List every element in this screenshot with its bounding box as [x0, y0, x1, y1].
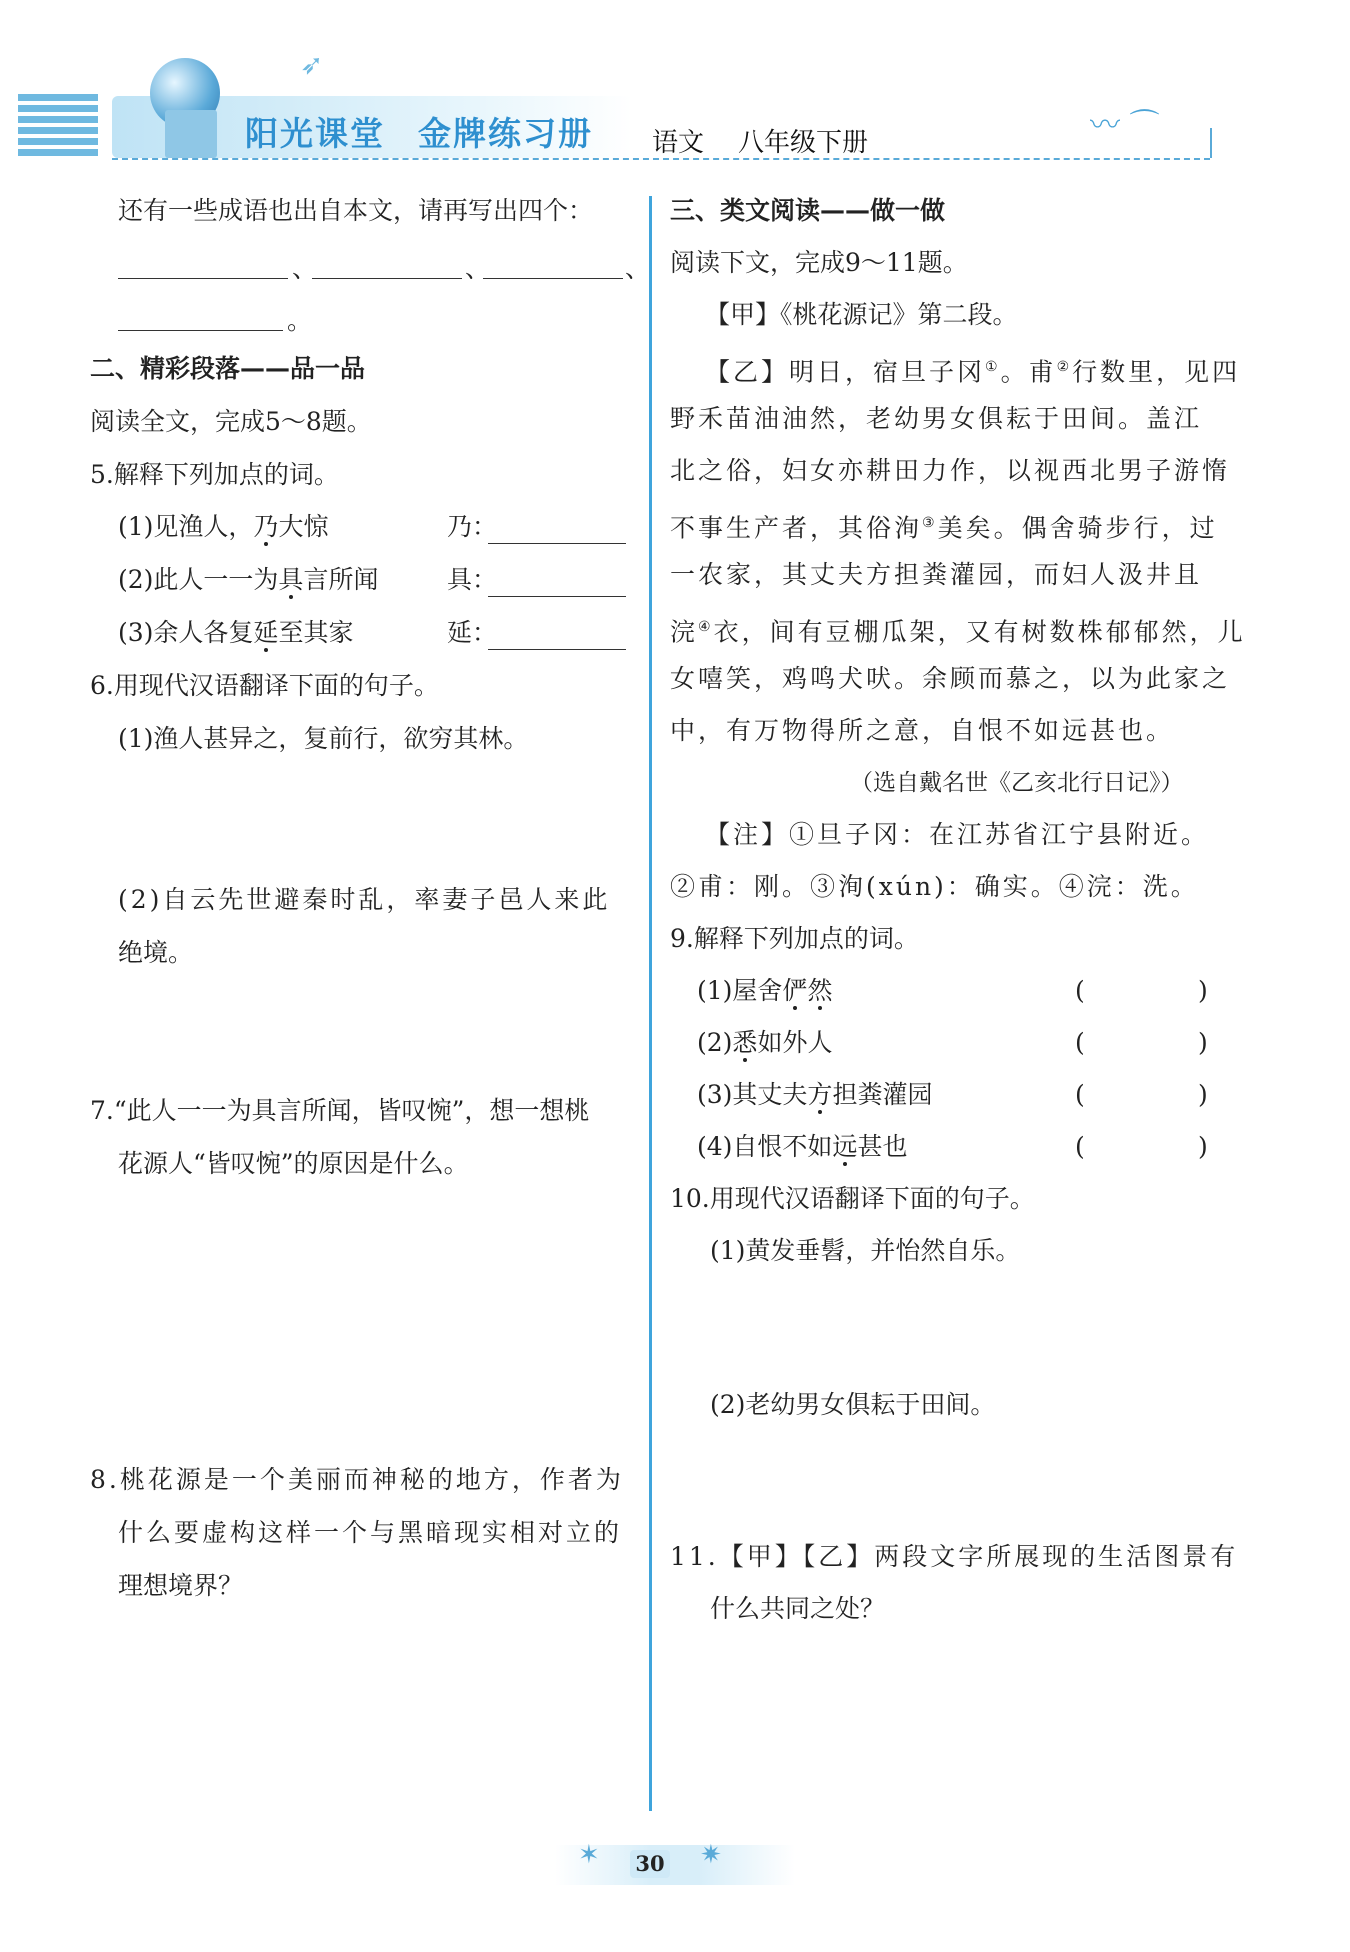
passage-yi-line3: 北之俗，妇女亦耕田力作，以视西北男子游惰: [670, 456, 1231, 485]
column-divider: [649, 196, 652, 1811]
q9-paren-close-1: ): [1198, 976, 1208, 1005]
passage-yi-line1: 【乙】明日，宿旦子冈①。甫②行数里，见四: [705, 357, 1241, 387]
separator: 、: [625, 254, 651, 283]
header-stripes: [18, 94, 98, 166]
palm-tree-icon: ✷: [700, 1840, 722, 1870]
q5-item-3-label: 延：: [447, 618, 498, 647]
q9-paren-close-4: ): [1198, 1132, 1208, 1161]
q9-item-3: (3)其丈夫方担粪灌园: [697, 1080, 933, 1109]
q9-paren-open-1: (: [1075, 976, 1085, 1005]
note-line1: 【注】①旦子冈：在江苏省江宁县附近。: [705, 820, 1210, 849]
question-7-line1: 7.“此人一一为具言所闻，皆叹惋”，想一想桃: [90, 1096, 590, 1125]
q9-paren-open-4: (: [1075, 1132, 1085, 1161]
pedestal-icon: [165, 110, 217, 158]
q5-item-1-label: 乃：: [447, 512, 498, 541]
q9-item-1: (1)屋舍俨然: [697, 976, 833, 1005]
idiom-prompt: 还有一些成语也出自本文，请再写出四个：: [118, 196, 594, 225]
question-8-line2: 什么要虚构这样一个与黑暗现实相对立的: [118, 1518, 623, 1547]
passage-yi-line7: 女嘻笑，鸡鸣犬吠。余顾而慕之，以为此家之: [670, 664, 1231, 693]
separator: 、: [292, 254, 318, 283]
section-3-intro: 阅读下文，完成9～11题。: [670, 248, 968, 277]
q9-paren-open-3: (: [1075, 1080, 1085, 1109]
separator: 、: [465, 254, 491, 283]
q9-paren-open-2: (: [1075, 1028, 1085, 1057]
idiom-blank-2[interactable]: [312, 278, 462, 279]
page-number: 30: [630, 1850, 670, 1878]
section-3-title: 三、类文阅读——做一做: [670, 196, 946, 225]
header-rule: [112, 158, 1210, 160]
q10-item-1: (1)黄发垂髫，并怡然自乐。: [710, 1236, 1021, 1265]
question-9: 9.解释下列加点的词。: [670, 924, 919, 953]
passage-source: （选自戴名世《乙亥北行日记》）: [850, 770, 1184, 796]
q5-item-1: (1)见渔人，乃大惊: [118, 512, 329, 541]
subject-label: 语文: [652, 128, 705, 158]
header-rule-end: [1200, 128, 1212, 158]
passage-yi-line2: 野禾苗油油然，老幼男女俱耘于田间。盖江: [670, 404, 1203, 433]
q9-paren-close-3: ): [1198, 1080, 1208, 1109]
question-10: 10.用现代汉语翻译下面的句子。: [670, 1184, 1035, 1213]
question-11-line1: 11.【甲】【乙】两段文字所展现的生活图景有: [670, 1542, 1239, 1571]
passage-jia: 【甲】《桃花源记》第二段。: [705, 300, 1018, 329]
section-2-intro: 阅读全文，完成5～8题。: [90, 407, 372, 436]
question-8-line1: 8.桃花源是一个美丽而神秘的地方，作者为: [90, 1465, 624, 1494]
period: 。: [287, 306, 313, 335]
note-line2: ②甫：刚。③洵(xún)：确实。④浣：洗。: [670, 872, 1199, 901]
q9-item-2: (2)悉如外人: [697, 1028, 833, 1057]
birds-icon: 〰 ⌒: [1090, 108, 1160, 143]
question-5: 5.解释下列加点的词。: [90, 460, 339, 489]
q9-item-4: (4)自恨不如远甚也: [697, 1132, 908, 1161]
grade-label: 八年级下册: [738, 128, 869, 158]
page-header: [0, 0, 1350, 180]
q5-item-2: (2)此人一一为具言所闻: [118, 565, 379, 594]
idiom-blank-1[interactable]: [118, 278, 288, 279]
q10-item-2: (2)老幼男女俱耘于田间。: [710, 1390, 996, 1419]
passage-yi-line4: 不事生产者，其俗洵③美矣。偶舍骑步行，过: [670, 513, 1218, 543]
q5-answer-1[interactable]: [488, 543, 626, 544]
q9-paren-close-2: ): [1198, 1028, 1208, 1057]
starfish-icon: ✶: [578, 1840, 600, 1870]
idiom-blank-3[interactable]: [483, 278, 623, 279]
question-8-line3: 理想境界？: [118, 1571, 244, 1600]
idiom-blank-4[interactable]: [118, 330, 283, 331]
q5-item-2-label: 具：: [447, 565, 498, 594]
q6-item-2-line1: (2)自云先世避秦时乱，率妻子邑人来此: [118, 885, 611, 914]
section-2-title: 二、精彩段落——品一品: [90, 354, 366, 383]
passage-yi-line6: 浣④衣，间有豆棚瓜架，又有树数株郁郁然，儿: [670, 617, 1246, 647]
passage-yi-line5: 一农家，其丈夫方担粪灌园，而妇人汲井且: [670, 560, 1203, 589]
q6-item-2-line2: 绝境。: [118, 938, 194, 967]
q5-answer-2[interactable]: [488, 596, 626, 597]
q6-item-1: (1)渔人甚异之，复前行，欲穷其林。: [118, 724, 529, 753]
brand-name-part2: 金牌练习册: [418, 114, 593, 153]
question-11-line2: 什么共同之处？: [710, 1594, 886, 1623]
question-6: 6.用现代汉语翻译下面的句子。: [90, 671, 439, 700]
question-7-line2: 花源人“皆叹惋”的原因是什么。: [118, 1149, 469, 1178]
passage-yi-line8: 中，有万物得所之意，自恨不如远甚也。: [670, 716, 1175, 745]
brand-name-part1: 阳光课堂: [245, 114, 385, 153]
paper-plane-icon: ➶: [300, 48, 324, 81]
q5-answer-3[interactable]: [488, 649, 626, 650]
q5-item-3: (3)余人各复延至其家: [118, 618, 354, 647]
